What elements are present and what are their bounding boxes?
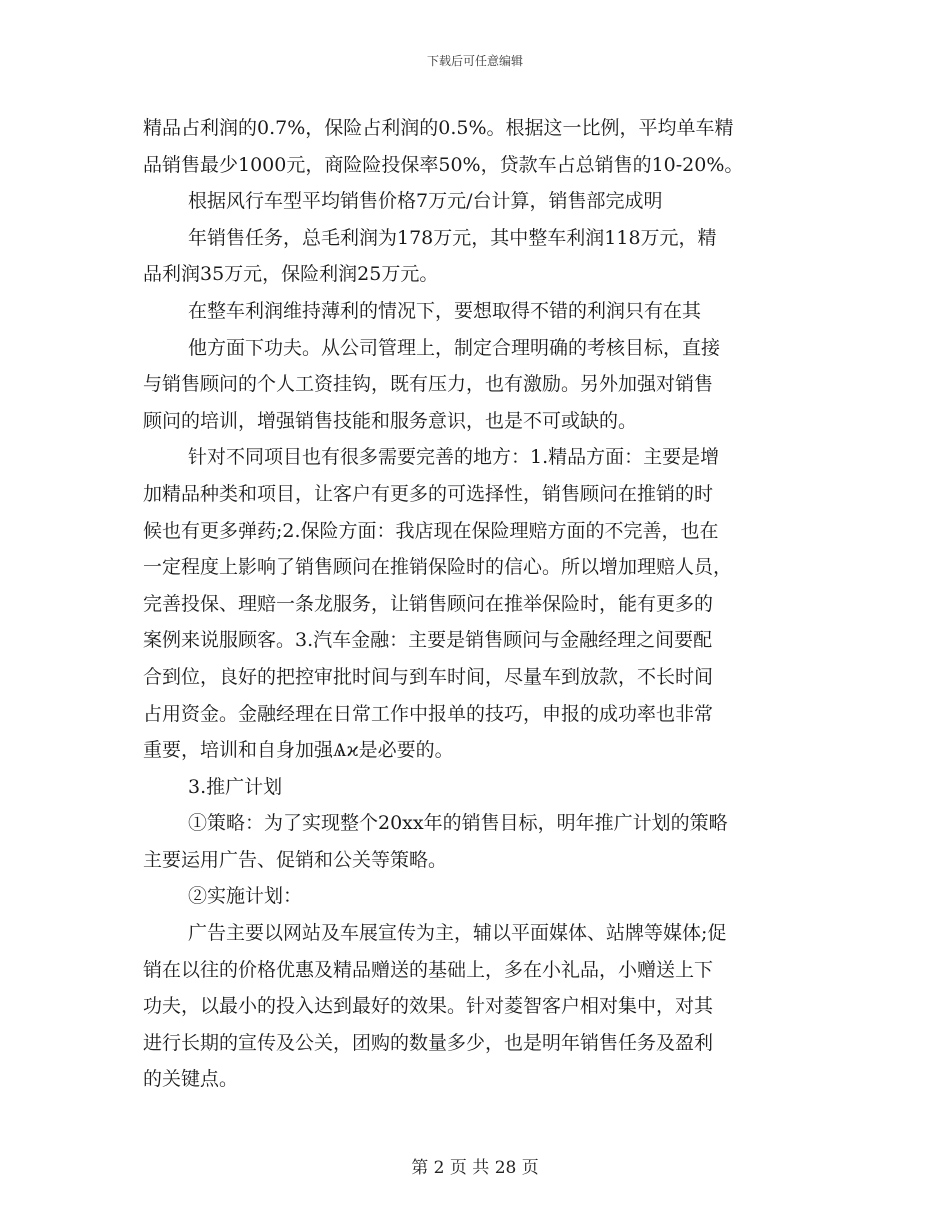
text-line: 进行长期的宣传及公关，团购的数量多少，也是明年销售任务及盈利 bbox=[143, 1031, 714, 1054]
text-line: 品销售最少1000元，商险险投保率50%，贷款车占总销售的10-20%。 bbox=[143, 153, 744, 176]
text-line: 候也有更多弹药;2.保险方面：我店现在保险理赔方面的不完善，也在 bbox=[143, 519, 719, 542]
text-line: 案例来说服顾客。3.汽车金融：主要是销售顾问与金融经理之间要配 bbox=[143, 629, 713, 652]
text-line: 功夫，以最小的投入达到最好的效果。针对菱智客户相对集中，对其 bbox=[143, 995, 714, 1018]
text-line: 与销售顾问的个人工资挂钩，既有压力，也有激励。另外加强对销售 bbox=[143, 373, 714, 396]
text-line: 销在以往的价格优惠及精品赠送的基础上，多在小礼品，小赠送上下 bbox=[143, 958, 714, 981]
text-line: 重要，培训和自身加强Ѧϰ是必要的。 bbox=[143, 739, 454, 762]
text-line: 加精品种类和项目，让客户有更多的可选择性，销售顾问在推销的时 bbox=[143, 482, 714, 505]
page-header: 下载后可任意编辑 bbox=[426, 54, 523, 68]
text-line: 合到位，良好的把控审批时间与到车时间，尽量车到放款，不长时间 bbox=[143, 665, 714, 688]
text-line: 广告主要以网站及车展宣传为主，辅以平面媒体、站牌等媒体;促 bbox=[188, 922, 727, 945]
text-line: 品利润35万元，保险利润25万元。 bbox=[143, 263, 439, 286]
text-line: 针对不同项目也有很多需要完善的地方：1.精品方面：主要是增 bbox=[188, 446, 720, 469]
text-line: 他方面下功夫。从公司管理上，制定合理明确的考核目标，直接 bbox=[188, 336, 721, 359]
text-line: 一定程度上影响了销售顾问在推销保险时的信心。所以增加理赔人员， bbox=[143, 556, 733, 579]
text-line: 在整车利润维持薄利的情况下，要想取得不错的利润只有在其 bbox=[188, 299, 702, 322]
text-line: 年销售任务，总毛利润为178万元，其中整车利润118万元，精 bbox=[188, 226, 717, 249]
text-line: 完善投保、理赔一条龙服务，让销售顾问在推举保险时，能有更多的 bbox=[143, 592, 714, 615]
text-line: 占用资金。金融经理在日常工作中报单的技巧，申报的成功率也非常 bbox=[143, 702, 714, 725]
text-line: 顾问的培训，增强销售技能和服务意识，也是不可或缺的。 bbox=[143, 409, 638, 432]
document-body bbox=[143, 110, 813, 1098]
text-line: 根据风行车型平均销售价格7万元/台计算，销售部完成明 bbox=[188, 190, 663, 213]
text-line: ①策略：为了实现整个20xx年的销售目标，明年推广计划的策略 bbox=[188, 812, 728, 835]
text-line: 精品占利润的0.7%，保险占利润的0.5%。根据这一比例，平均单车精 bbox=[143, 117, 734, 139]
text-line: 的关键点。 bbox=[143, 1068, 239, 1091]
text-line: 主要运用广告、促销和公关等策略。 bbox=[143, 848, 448, 871]
page-number-footer: 第 2 页 共 28 页 bbox=[411, 1158, 539, 1178]
text-line: ②实施计划： bbox=[188, 885, 303, 908]
text-line: 3.推广计划 bbox=[188, 775, 283, 798]
